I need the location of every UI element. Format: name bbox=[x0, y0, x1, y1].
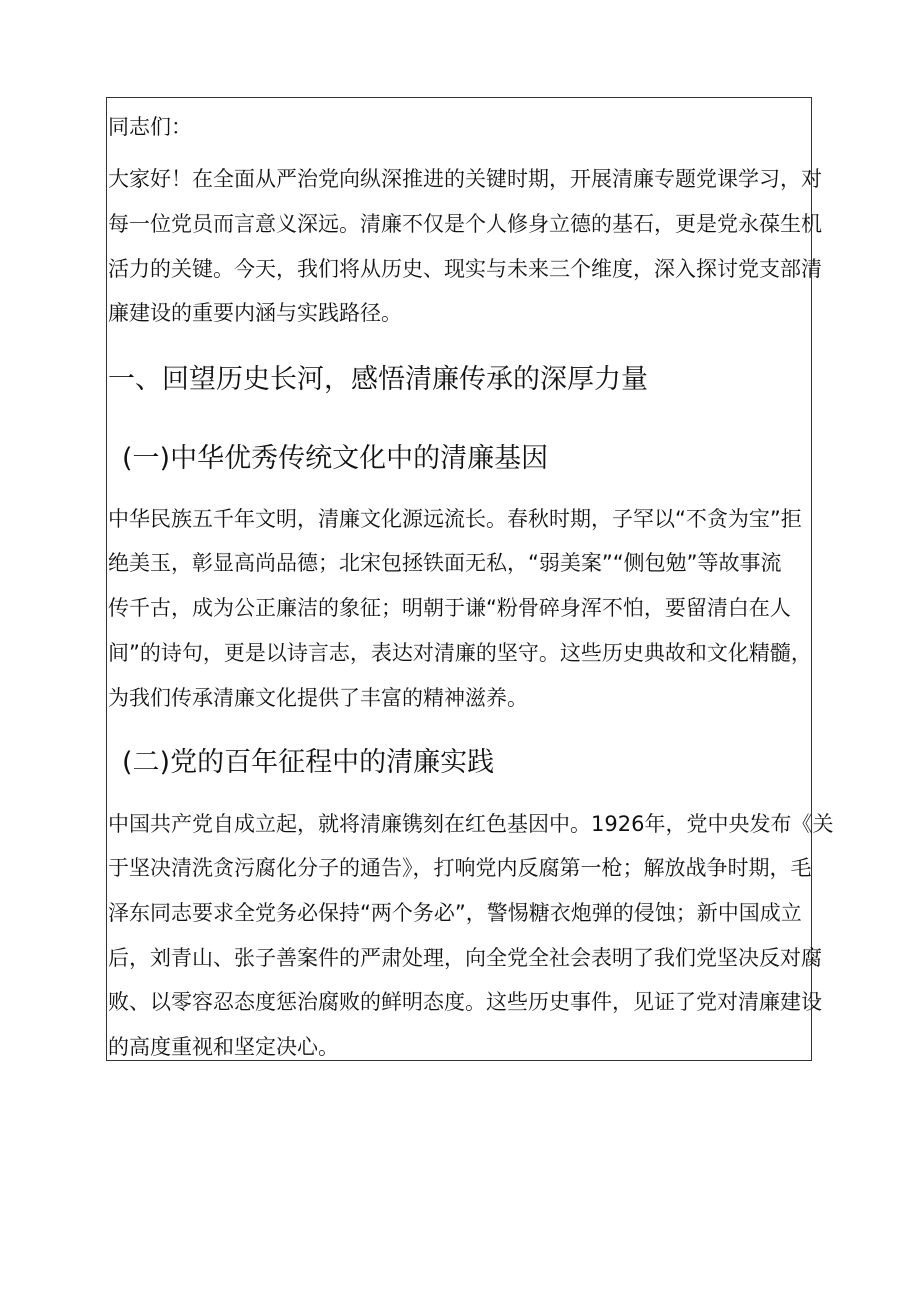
section-heading: 一、回望历史长河，感悟清廉传承的深厚力量 bbox=[108, 364, 648, 395]
intro-line: 活力的关键。今天，我们将从历史、现实与未来三个维度，深入探讨党支部清 bbox=[108, 257, 822, 281]
paragraph-line: 败、以零容忍态度惩治腐败的鲜明态度。这些历史事件，见证了党对清廉建设 bbox=[108, 990, 822, 1014]
intro-line: 大家好！在全面从严治党向纵深推进的关键时期，开展清廉专题党课学习，对 bbox=[108, 167, 822, 191]
paragraph-line: 绝美玉，彰显高尚品德；北宋包拯铁面无私，“弱美案”“侧包勉”等故事流 bbox=[108, 551, 782, 575]
paragraph-line: 为我们传承清廉文化提供了丰富的精神滋养。 bbox=[108, 686, 528, 710]
intro-line: 每一位党员而言意义深远。清廉不仅是个人修身立德的基石，更是党永葆生机 bbox=[108, 212, 822, 236]
paragraph-line: 中国共产党自成立起，就将清廉镌刻在红色基因中。1926年，党中央发布《关 bbox=[108, 812, 834, 836]
paragraph-line: 间”的诗句，更是以诗言志，表达对清廉的坚守。这些历史典故和文化精髓， bbox=[108, 641, 812, 665]
paragraph-line: 的高度重视和坚定决心。 bbox=[108, 1035, 339, 1059]
subsection-heading: (二)党的百年征程中的清廉实践 bbox=[122, 747, 495, 778]
paragraph-line: 中华民族五千年文明，清廉文化源远流长。春秋时期，子罕以“不贪为宝”拒 bbox=[108, 507, 802, 531]
paragraph-line: 传千古，成为公正廉洁的象征；明朝于谦“粉骨碎身浑不怕，要留清白在人 bbox=[108, 596, 791, 620]
paragraph-line: 泽东同志要求全党务必保持“两个务必”，警惕糖衣炮弹的侵蚀；新中国成立 bbox=[108, 901, 802, 925]
paragraph-line: 后，刘青山、张子善案件的严肃处理，向全党全社会表明了我们党坚决反对腐 bbox=[108, 946, 822, 970]
paragraph-line: 于坚决清洗贪污腐化分子的通告》，打响党内反腐第一枪；解放战争时期，毛 bbox=[108, 856, 812, 880]
intro-line: 廉建设的重要内涵与实践路径。 bbox=[108, 301, 402, 325]
salutation: 同志们： bbox=[108, 115, 192, 139]
subsection-heading: (一)中华优秀传统文化中的清廉基因 bbox=[122, 443, 549, 474]
